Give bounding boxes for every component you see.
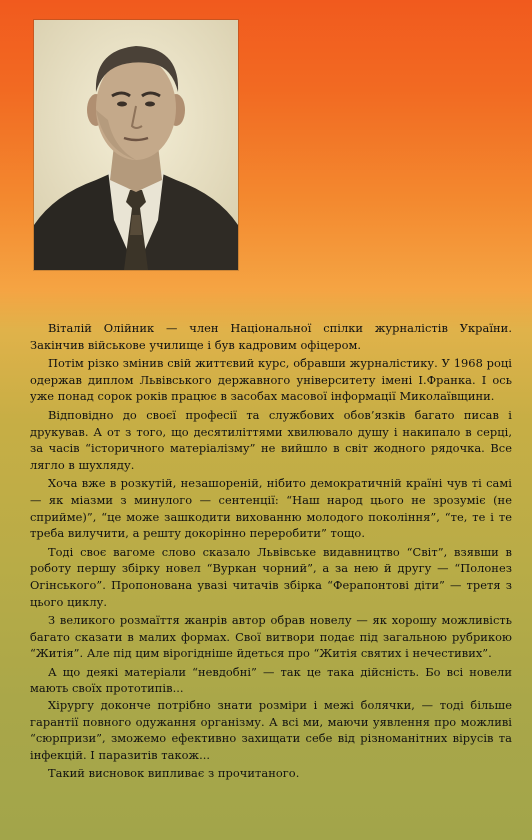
paragraph-6: З великого розмаїття жанрів автор обрав новелу — як хорошу можливість багато сказати в малих формах. Свої витвори подає під загальною рубрикою “Житія”. Але під цим вірогідніше йдеться про “Житія святих і нечестивих”. [30,613,512,661]
author-portrait-image [34,20,238,270]
paragraph-5: Тоді своє вагоме слово сказало Львівське видавництво “Світ”, взявши в роботу першу збірку новел “Вуркан чорний”, а за нею й другу — “Полонез Огінського”. Пропонована увазі читачів збірка “Ферапонтові діти” — третя з цього циклу. [30,544,512,609]
paragraph-1: Віталій Олійник — член Національної спілки журналістів України. Закінчив військове училище і був кадровим офіцером. [30,321,512,352]
paragraph-3: Відповідно до своєї професії та службових обов’язків багато писав і друкував. А от з того, що десятиліттями хвилювало душу і накипало в серці, за часів “історичного матеріалізму” не вийшло в світ жодного рядочка. Все лягло в шухляду. [30,407,512,472]
paragraph-7: А що деякі матеріали “невдобні” — так це така дійсність. Бо всі новели мають своїх прототипів... [30,664,512,696]
paragraph-9: Такий висновок випливає з прочитаного. [48,766,300,781]
author-portrait-photo [34,20,238,270]
paragraph-4: Хоча вже в розкутій, незашореній, нібито демократичній країні чув ті самі — як міазми з минулого — сентенції: “Наш народ цього не зрозуміє (не сприйме)”, “це може зашкодити вихованню молодого покоління”, “те, те і те треба вилучити, а решту докорінно переробити” тощо. [30,476,512,541]
cover-annotation-text [30,320,512,784]
paragraph-2: Потім різко змінив свій життєвий курс, обравши журналістику. У 1968 році одержав диплом Львівського державного університету імені І.Франка. І ось уже понад сорок років працює в засобах масової інформації Миколаївщини. [30,356,512,404]
paragraph-8: Хірургу доконче потрібно знати розміри і межі болячки, — тоді більше гарантії повного одужання організму. А всі ми, маючи уявлення про можливі “сюрпризи”, зможемо ефективно захищати себе від різноманітних вірусів та інфекцій. І паразитів також... [30,698,512,762]
